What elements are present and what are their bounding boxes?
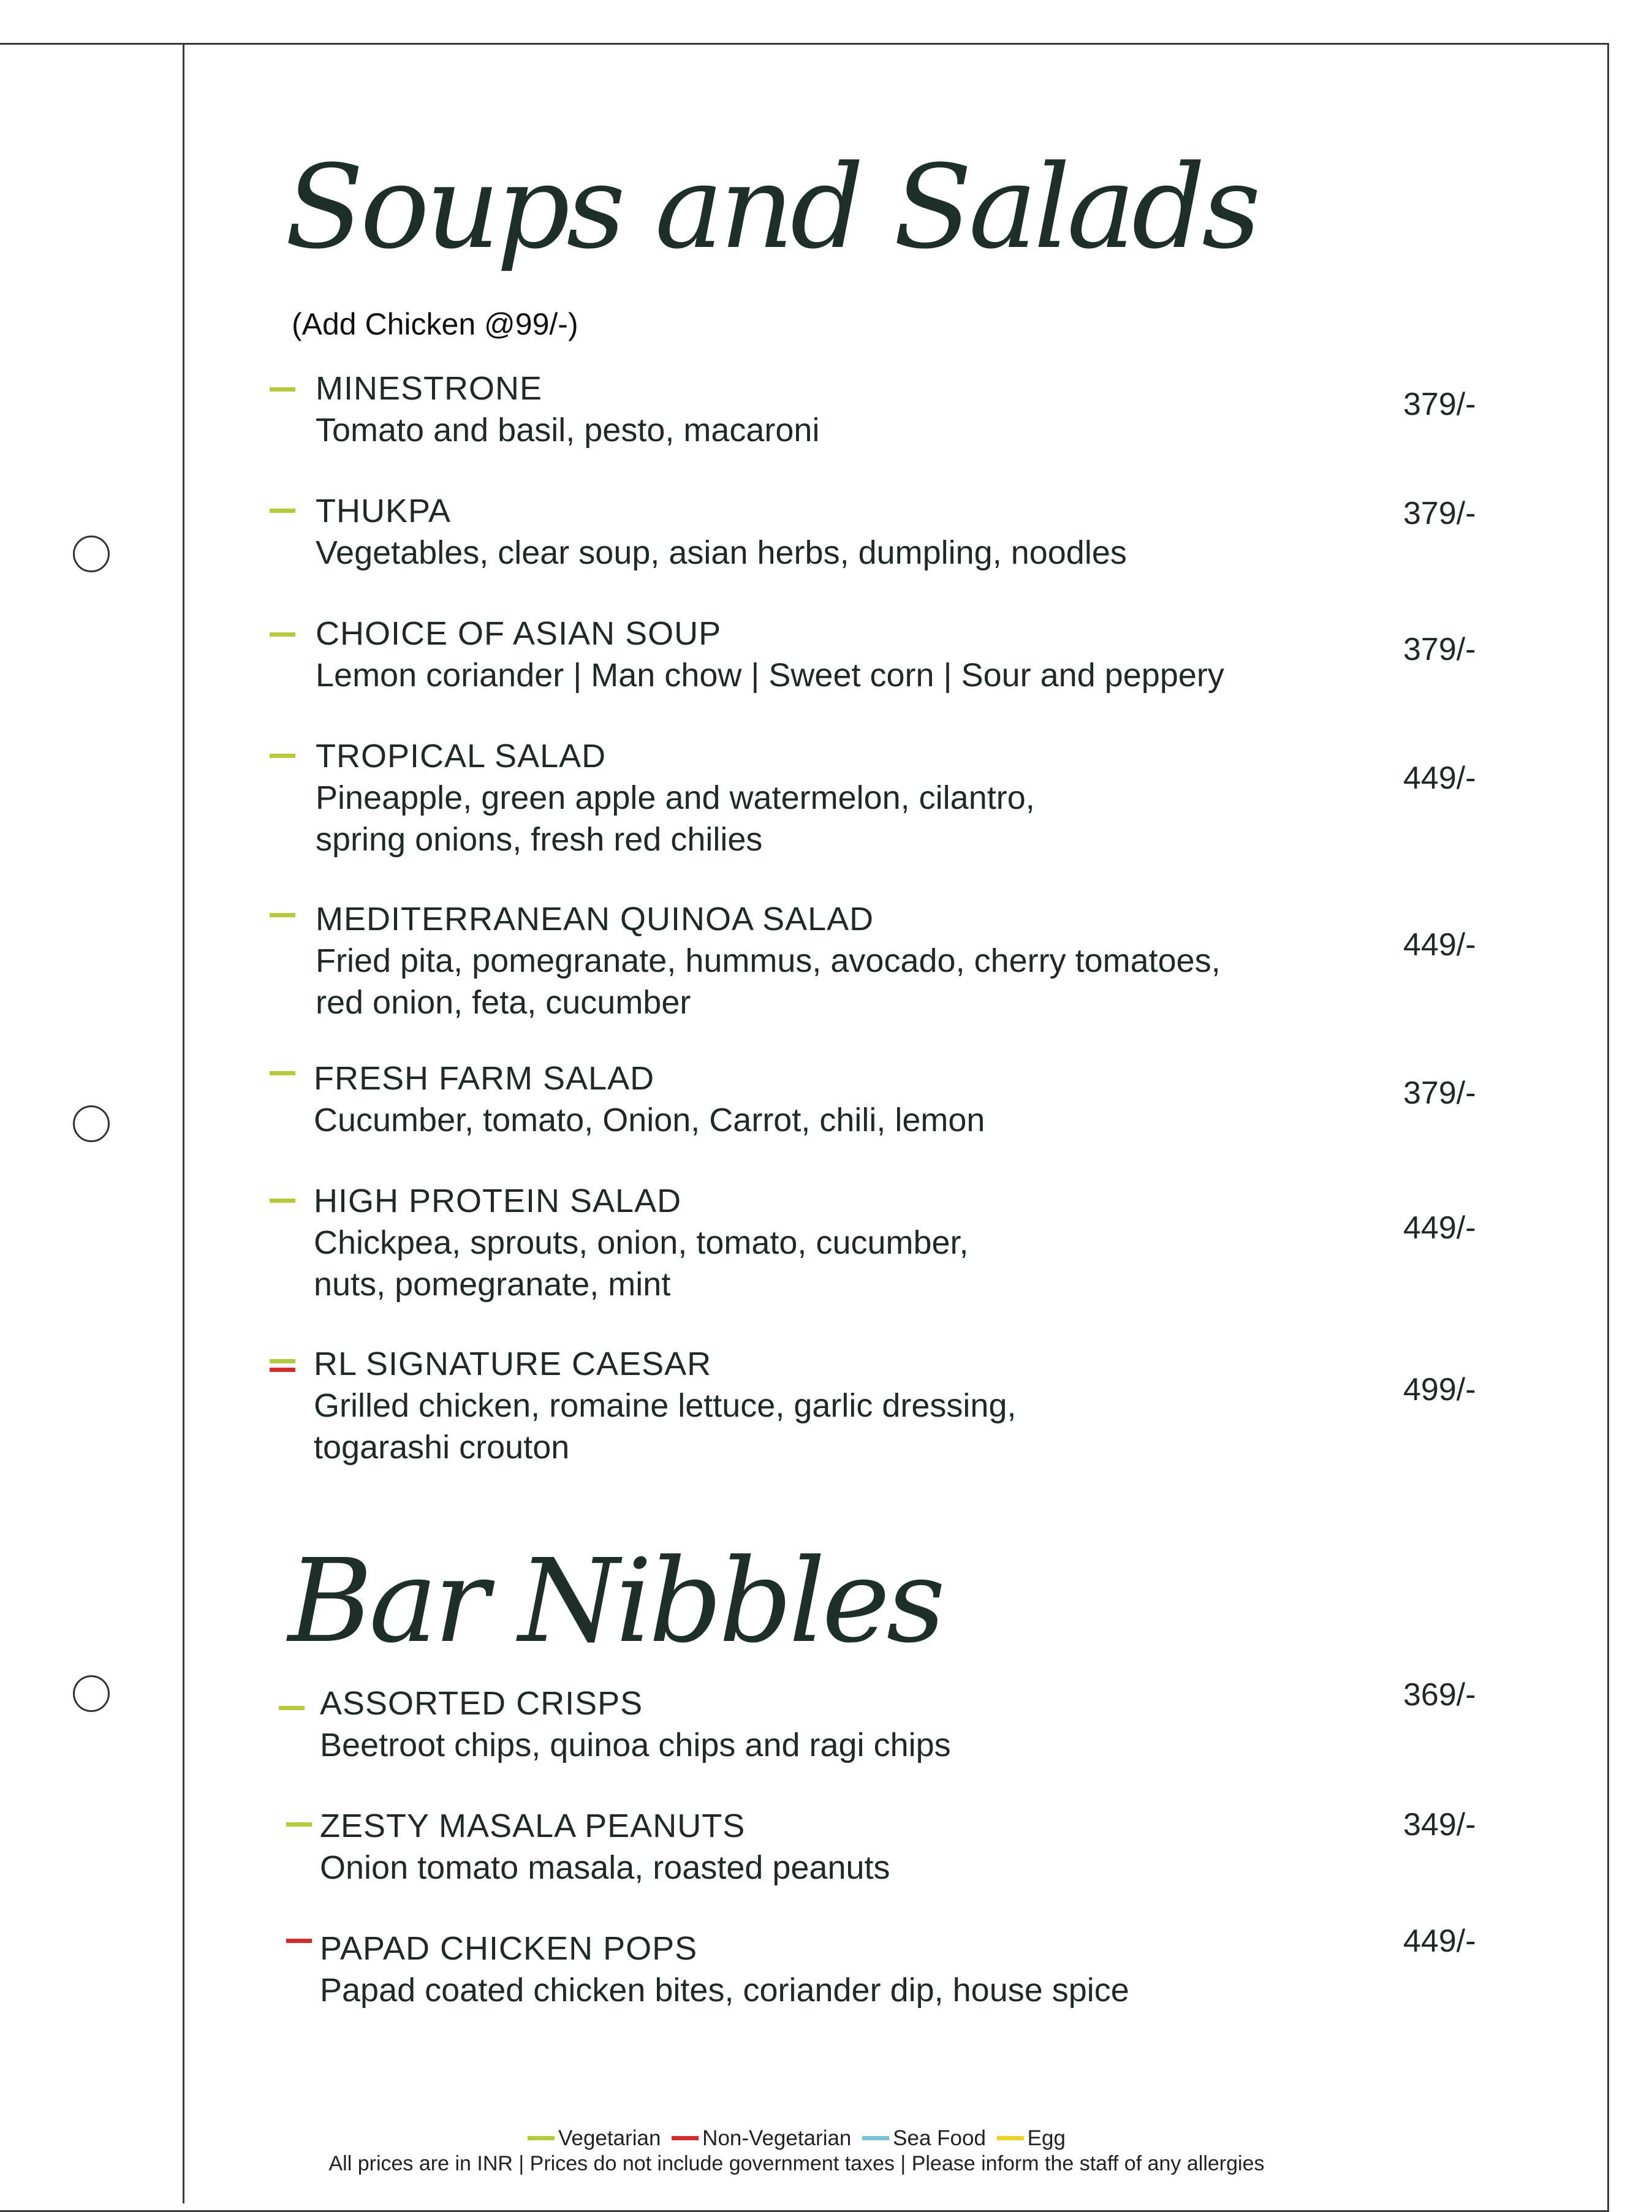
item-description: Beetroot chips, quinoa chips and ragi chips: [320, 1727, 951, 1763]
item-name: RL SIGNATURE CAESAR: [314, 1346, 712, 1382]
soups-salads-item: [316, 368, 819, 451]
item-price: 499/-: [1403, 1372, 1476, 1407]
item-description: Pineapple, green apple and watermelon, cilantro, spring onions, fresh red chilies: [316, 779, 1035, 858]
soups-salads-item: [316, 613, 1224, 696]
bar-nibbles-item: [320, 1928, 1129, 2011]
binder-hole-bottom: [73, 1675, 110, 1712]
item-price: 449/-: [1403, 760, 1476, 796]
item-price: 449/-: [1403, 1923, 1476, 1959]
item-price: 369/-: [1403, 1677, 1476, 1713]
bar-nibbles-title: Bar Nibbles: [288, 1534, 942, 1668]
legend-vegetarian-label: Vegetarian: [558, 2126, 661, 2150]
footer-disclaimer: All prices are in INR | Prices do not include government taxes | Please inform the staff of any allergies: [328, 2152, 1265, 2175]
item-description: Onion tomato masala, roasted peanuts: [320, 1849, 890, 1886]
non-vegetarian-swatch-icon: [672, 2136, 699, 2140]
binder-hole-middle: [73, 1105, 110, 1142]
item-name: PAPAD CHICKEN POPS: [320, 1930, 698, 1967]
item-name: CHOICE OF ASIAN SOUP: [316, 615, 722, 652]
item-price: 379/-: [1403, 496, 1476, 531]
item-price: 349/-: [1403, 1807, 1476, 1843]
bar-nibbles-item: [320, 1683, 951, 1766]
vegetarian-bar-icon: [270, 387, 295, 392]
item-price: 449/-: [1403, 1210, 1476, 1246]
item-description: Chickpea, sprouts, onion, tomato, cucumber, nuts, pomegranate, mint: [314, 1224, 969, 1303]
item-name: MEDITERRANEAN QUINOA SALAD: [316, 901, 874, 937]
item-price: 379/-: [1403, 632, 1476, 667]
soups-salads-title: Soups and Salads: [285, 140, 1257, 275]
soups-salads-item: [314, 1058, 985, 1141]
legend-vegetarian: [528, 2126, 661, 2151]
item-price: 379/-: [1403, 387, 1476, 422]
soups-salads-item: [316, 898, 1221, 1023]
item-name: MINESTRONE: [316, 370, 543, 407]
sea-food-swatch-icon: [862, 2136, 889, 2140]
legend-egg-label: Egg: [1027, 2126, 1066, 2150]
vegetarian-bar-icon: [286, 1822, 312, 1827]
vegetarian-bar-icon: [270, 913, 295, 917]
item-description: Papad coated chicken bites, coriander dip, house spice: [320, 1972, 1129, 2009]
vegetarian-bar-icon: [270, 509, 295, 513]
vegetarian-bar-icon: [270, 632, 295, 637]
add-chicken-note: (Add Chicken @99/-): [292, 307, 578, 341]
legend-non-vegetarian: [672, 2126, 851, 2151]
item-name: FRESH FARM SALAD: [314, 1060, 655, 1097]
item-description: Fried pita, pomegranate, hummus, avocado, cherry tomatoes, red onion, feta, cucumber: [316, 942, 1221, 1021]
item-price: 449/-: [1403, 927, 1476, 963]
item-name: HIGH PROTEIN SALAD: [314, 1183, 682, 1219]
item-description: Grilled chicken, romaine lettuce, garlic dressing, togarashi crouton: [314, 1387, 1017, 1466]
item-name: TROPICAL SALAD: [316, 738, 607, 775]
item-description: Tomato and basil, pesto, macaroni: [316, 412, 820, 449]
item-description: Lemon coriander | Man chow | Sweet corn | Sour and peppery: [316, 657, 1224, 694]
soups-salads-item: [314, 1180, 969, 1305]
vegetarian-bar-icon: [270, 1359, 295, 1363]
item-name: ASSORTED CRISPS: [320, 1685, 643, 1722]
vegetarian-bar-icon: [279, 1706, 305, 1710]
binder-hole-top: [73, 536, 110, 572]
item-name: THUKPA: [316, 493, 452, 529]
non-vegetarian-bar-icon: [270, 1368, 295, 1372]
item-price: 379/-: [1403, 1075, 1476, 1111]
legend-egg: [997, 2126, 1066, 2151]
egg-swatch-icon: [997, 2136, 1024, 2140]
item-description: Vegetables, clear soup, asian herbs, dumpling, noodles: [316, 534, 1127, 571]
item-description: Cucumber, tomato, Onion, Carrot, chili, lemon: [314, 1102, 985, 1138]
vegetarian-bar-icon: [270, 754, 295, 758]
vegetarian-bar-icon: [270, 1071, 295, 1075]
diet-legend: [0, 2121, 1593, 2151]
non-vegetarian-bar-icon: [286, 1939, 312, 1943]
soups-salads-item: [316, 490, 1127, 574]
soups-salads-item: [316, 735, 1035, 860]
binding-margin-line: [183, 43, 184, 2203]
soups-salads-item: [314, 1343, 1017, 1468]
legend-non-vegetarian-label: Non-Vegetarian: [702, 2126, 852, 2150]
legend-sea-food: [862, 2126, 986, 2151]
bar-nibbles-item: [320, 1805, 890, 1888]
item-name: ZESTY MASALA PEANUTS: [320, 1808, 746, 1844]
vegetarian-bar-icon: [270, 1199, 295, 1203]
legend-sea-food-label: Sea Food: [893, 2126, 986, 2150]
vegetarian-swatch-icon: [528, 2136, 555, 2140]
